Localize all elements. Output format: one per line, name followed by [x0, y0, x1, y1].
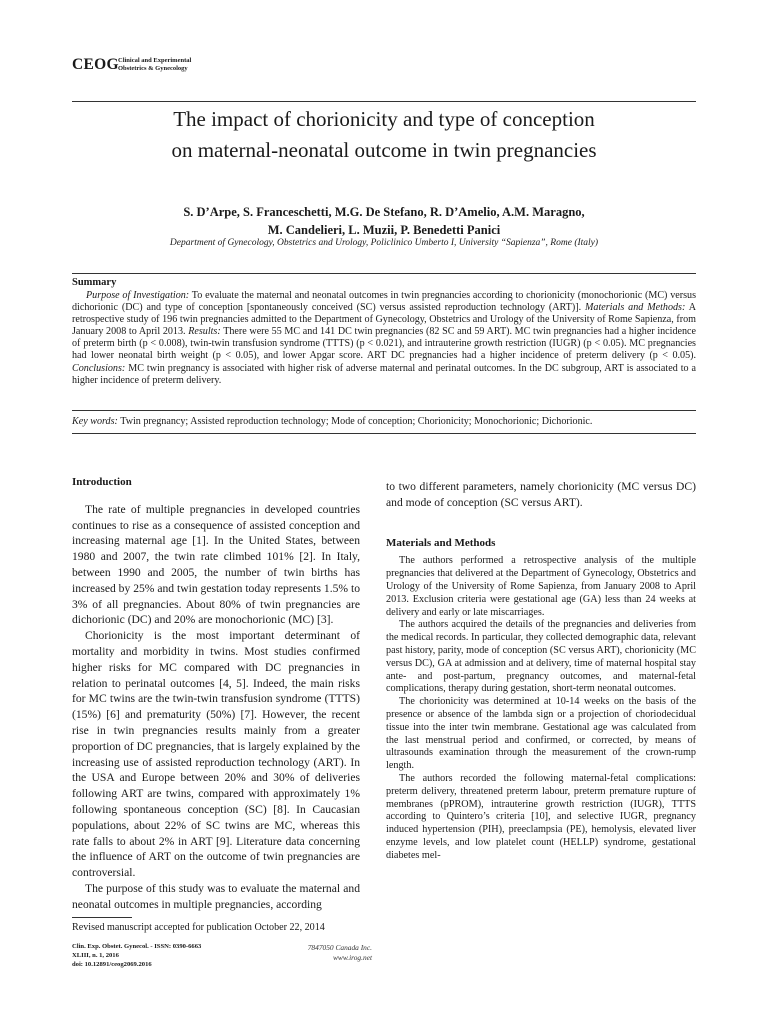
- journal-logo: CEOG: [72, 56, 119, 73]
- publisher-info: [240, 943, 372, 963]
- author-list: [72, 203, 696, 239]
- methods-text: A retrospective study of 196 twin pregnancies admitted to the Department of Gynecology, Obstetrics and Urology of the University of Rome Sapienza, from January 2008 to April 2013.: [72, 302, 697, 338]
- journal-name: [118, 57, 191, 73]
- right-column: [386, 479, 696, 863]
- article-title: [72, 104, 696, 166]
- keywords-top-rule: [72, 410, 696, 411]
- methods-paragraph: The chorionicity was determined at 10-14 weeks on the basis of the presence or absence of the lambda sign or a projection of choriodecidual tissue into the inter twin membrane. Gestational age was calculated from the last menstrual period and confirmed, or corrected, by means of ultrasounds examination through the measurement of the crown-rump length.: [386, 696, 696, 772]
- citation-line3: doi: 10.12891/ceog2069.2016: [72, 961, 152, 968]
- affiliation: Department of Gynecology, Obstetrics and Urology, Policlinico Umberto I, University “Sapienza”, Rome (Italy): [169, 238, 599, 248]
- results-text: There were 55 MC and 141 DC twin pregnancies (82 SC and 59 ART). MC twin pregnancies had a higher incidence of preterm birth (p < 0.008), twin-twin transfusion syndrome (TTTS) (p < 0.021), and intrauterine growth restriction (IUGR) (p < 0.05). MC pregnancies had lower neonatal birth weight (p < 0.05), and lower Apgar score. ART DC pregnancies had a higher incidence of preterm delivery (p < 0.05).: [72, 326, 696, 362]
- intro-continuation: to two different parameters, namely chorionicity (MC versus DC) and mode of conception (SC versus ART).: [386, 480, 696, 509]
- intro-paragraph: The purpose of this study was to evaluate the maternal and neonatal outcomes in multiple pregnancies, according: [72, 881, 360, 911]
- title-line2: on maternal-neonatal outcome in twin pregnancies: [171, 138, 597, 162]
- authors-line1: S. D’Arpe, S. Franceschetti, M.G. De Stefano, R. D’Amelio, A.M. Maragno,: [183, 205, 585, 219]
- publisher-line2: www.irog.net: [332, 953, 372, 962]
- summary-heading: Summary: [72, 277, 117, 288]
- journal-name-line2: Obstetrics & Gynecology: [118, 65, 188, 72]
- authors-line2: M. Candelieri, L. Muzii, P. Benedetti Panici: [267, 223, 501, 237]
- conclusions-text: MC twin pregnancy is associated with higher risk of adverse maternal and perinatal outcomes. In the DC subgroup, ART is associated to a higher incidence of preterm delivery.: [72, 362, 696, 386]
- introduction-heading: Introduction: [72, 476, 132, 488]
- intro-paragraph: Chorionicity is the most important determinant of mortality and morbidity in twins. Most studies confirmed higher risks for MC compared with DC pregnancies in relation to perinatal outcomes [4, 5]. Indeed, the main risks for MC twins are the twin-twin transfusion syndrome (TTTS) (15%) [6] and prematurity (50%) [7]. However, the recent rise in twin pregnancies results mainly from a greater proportion of DC pregnancies, that is largely explained by the increasing use of assisted reproduction technology (ART). In the USA and Europe between 20% and 30% of deliveries following ART are twins, compared with approximately 1% following spontaneous conception (SC) [8]. In Caucasian populations, about 22% of SC twins are MC, whereas this rate falls to about 2% in ART [9]. Literature data concerning the influence of ART on the outcome of twin pregnancies are controversial.: [72, 629, 360, 880]
- methods-label: Materials and Methods:: [585, 302, 686, 314]
- summary-top-rule: [72, 273, 696, 274]
- purpose-label: Purpose of Investigation:: [86, 290, 190, 301]
- title-line1: The impact of chorionicity and type of conception: [173, 107, 595, 131]
- footnote-rule: [72, 917, 132, 918]
- keywords-bottom-rule: [72, 433, 696, 434]
- left-column: [72, 475, 360, 913]
- methods-paragraph: The authors recorded the following maternal-fetal complications: preterm delivery, threatened preterm labour, preterm premature rupture of membranes (pPROM), intrauterine growth restriction (IUGR), TTTS according to Quintero’s criteria [10], and selective IUGR, pregnancy induced hypertension (PIH), preeclampsia (PE), hemolysis, elevated liver enzyme levels, and low platelet count (HELLP) syndrome, gestational diabetes mel-: [386, 772, 696, 861]
- citation-line1: Clin. Exp. Obstet. Gynecol. - ISSN: 0390-6663: [72, 943, 202, 950]
- header-rule: [72, 101, 696, 102]
- methods-paragraph: The authors performed a retrospective analysis of the multiple pregnancies that delivered at the Department of Gynecology, Obstetrics and Urology of the University of Rome Sapienza, from January 2008 to April 2013. Exclusion criteria were gestational age (GA) less than 24 weeks at delivery and early or late miscarriages.: [386, 555, 696, 618]
- keywords-text: Twin pregnancy; Assisted reproduction technology; Mode of conception; Chorionicity; Monochorionic; Dichorionic.: [117, 416, 593, 427]
- results-label: Results:: [188, 326, 221, 338]
- keywords: [72, 416, 696, 428]
- purpose-text: To evaluate the maternal and neonatal outcomes in twin pregnancies according to chorionicity (monochorionic (MC) versus dichorionic (DC) and type of conception [spontaneously conceived (SC) versus assisted reproduction technology (ART)].: [72, 290, 696, 314]
- publisher-line1: 7847050 Canada Inc.: [307, 943, 372, 952]
- keywords-label: Key words:: [72, 416, 118, 427]
- citation-info: [72, 942, 201, 969]
- citation-line2: XLIII, n. 1, 2016: [72, 952, 119, 959]
- intro-paragraph: The rate of multiple pregnancies in developed countries continues to rise as a consequence of assisted conception and increasing maternal age [1]. In the United States, between 1980 and 2007, the twin rate climbed 101% [2]. In Italy, between 1990 and 2005, the number of twin births has increased by 25% and twin gestation today represents 1.5% to 3% of all pregnancies. About 80% of twin pregnancies are dichorionic (DC) and 20% are monochorionic (MC) [3].: [72, 502, 360, 627]
- methods-heading: Materials and Methods: [386, 536, 496, 549]
- methods-paragraph: The authors acquired the details of the pregnancies and deliveries from the medical records. In particular, they collected demographic data, relevant past history, parity, mode of conception (SC versus ART), chorionicity (MC versus DC), GA at admission and at delivery, time of maternal hospital stay ante- and post-partum, pregnancy outcomes, and maternal-fetal complications, therapy during gestation, short-term neonatal outcomes.: [386, 619, 696, 695]
- journal-name-line1: Clinical and Experimental: [118, 57, 192, 64]
- revision-footnote: Revised manuscript accepted for publication October 22, 2014: [72, 922, 325, 933]
- abstract-text: [72, 290, 696, 387]
- conclusions-label: Conclusions:: [72, 362, 126, 374]
